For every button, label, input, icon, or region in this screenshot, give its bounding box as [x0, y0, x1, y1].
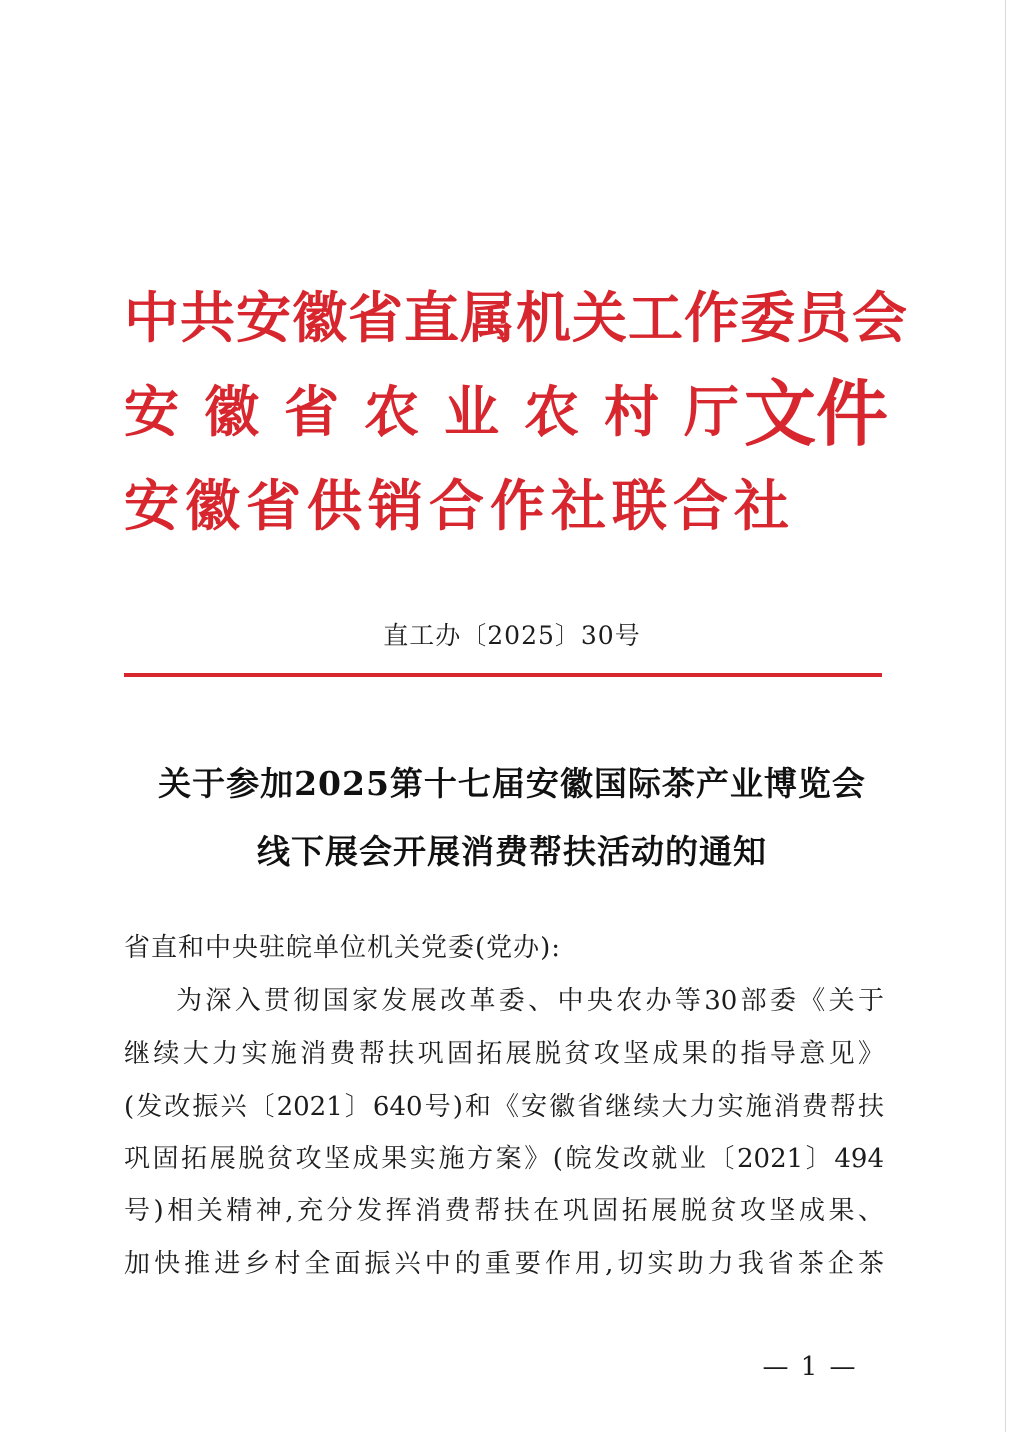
issuing-authorities	[124, 272, 909, 552]
body-text-line: 加快推进乡村全面振兴中的重要作用,切实助力我省茶企茶	[124, 1249, 884, 1279]
document-type-label: 文件	[744, 371, 889, 456]
body-text-line: 号)相关精神,充分发挥消费帮扶在巩固拓展脱贫攻坚成果、	[124, 1196, 884, 1226]
scan-edge-line	[1005, 0, 1006, 1432]
body-text-line: 为深入贯彻国家发展改革委、中央农办等30部委《关于	[176, 986, 884, 1016]
document-number: 直工办〔2025〕30号	[383, 621, 641, 650]
body-text-line: 巩固拓展脱贫攻坚成果实施方案》(皖发改就业〔2021〕494	[124, 1144, 884, 1174]
body-text-line: 继续大力实施消费帮扶巩固拓展脱贫攻坚成果的指导意见》	[124, 1039, 884, 1069]
body-text-line: (发改振兴〔2021〕640号)和《安徽省继续大力实施消费帮扶	[124, 1092, 884, 1122]
red-divider-line	[124, 673, 882, 677]
page-number: — 1 —	[762, 1352, 858, 1382]
notice-title-line-2: 线下展会开展消费帮扶活动的通知	[257, 832, 767, 871]
issuer-supply-cooperative: 安徽省供销合作社联合社	[124, 473, 796, 538]
issuer-agriculture-department: 安徽省农业农村厅	[124, 379, 765, 444]
notice-title-line-1: 关于参加2025第十七届安徽国际茶产业博览会	[158, 764, 866, 803]
issuer-party-committee: 中共安徽省直属机关工作委员会	[124, 285, 909, 350]
salutation: 省直和中央驻皖单位机关党委(党办):	[124, 933, 562, 963]
